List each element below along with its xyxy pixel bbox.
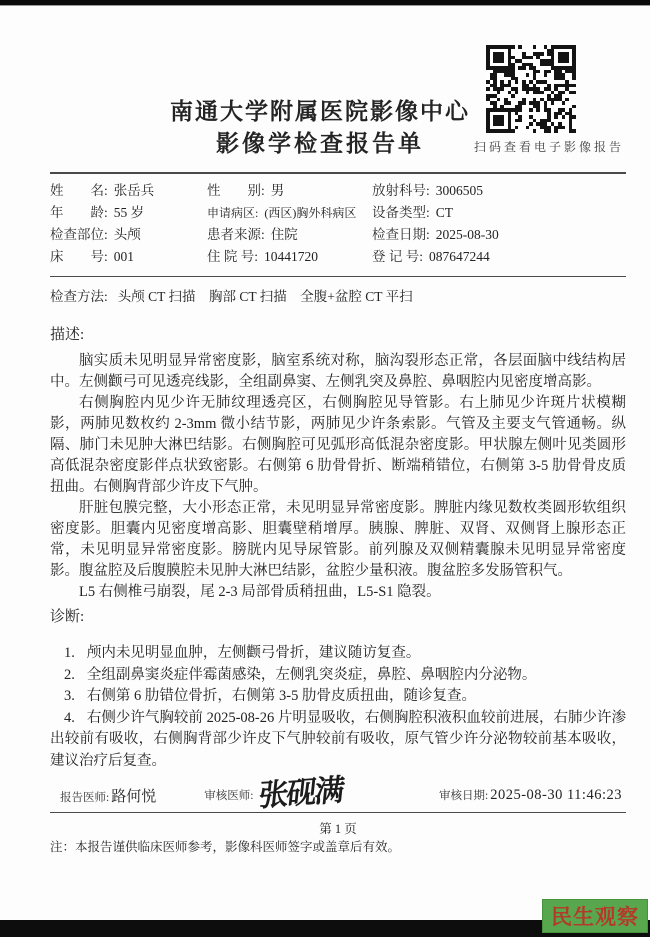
field-label: 性 别: <box>207 183 265 198</box>
diagnosis-item-number: 4. <box>64 709 75 726</box>
field-value: 住院 <box>270 227 298 242</box>
field-ward <box>207 202 372 224</box>
field-patient-source <box>207 224 372 246</box>
report-doctor-label: 报告医师: <box>60 791 110 804</box>
field-device-type <box>372 202 626 224</box>
description-heading: 描述: <box>50 327 85 343</box>
exam-method-value: 头颅 CT 扫描 胸部 CT 扫描 全腹+盆腔 CT 平扫 <box>117 289 413 304</box>
field-value: 男 <box>270 183 285 198</box>
field-value: 001 <box>113 249 135 264</box>
field-admission-no <box>207 246 372 268</box>
report-doctor-name: 路何悦 <box>111 788 157 805</box>
field-value: 头颅 <box>113 227 141 242</box>
hospital-title: 南通大学附属医院影像中心 <box>170 99 470 124</box>
field-exam-date <box>372 224 626 246</box>
diagnosis-item-number: 3. <box>64 688 75 704</box>
field-radiology-no <box>372 180 626 202</box>
diagnosis-item <box>50 708 626 773</box>
field-label: 患者来源: <box>207 227 265 242</box>
field-value: 087647244 <box>429 249 490 264</box>
description-paragraph: 脑实质未见明显异常密度影，脑室系统对称，脑沟裂形态正常，各层面脑中线结构居中。左侧颧弓可见透亮线影，全组副鼻窦、左侧乳突及鼻腔、鼻咽腔内见密度增高影。 <box>50 353 626 390</box>
exam-method-label: 检查方法: <box>50 289 108 304</box>
field-registration-no <box>372 246 626 268</box>
review-doctor-label: 审核医师: <box>204 790 254 802</box>
diagnosis-item-number: 1. <box>64 645 75 661</box>
diagnosis-item-text: 右侧少许气胸较前 2025-08-26 片明显吸收，右侧胸腔积液积血较前进展，右肺少许渗出较前有吸收，右侧胸背部少许皮下气肿较前有吸收，原气管少许分泌物较前基本吸收，建议治疗后复查。 <box>50 709 626 769</box>
field-exam-part <box>50 224 207 246</box>
field-label: 检查日期: <box>372 227 430 242</box>
footer-note: 注：本报告谨供临床医师参考，影像科医师签字或盖章后有效。 <box>50 840 401 854</box>
diagnosis-heading: 诊断: <box>50 609 85 625</box>
diagnosis-item <box>50 665 626 687</box>
description-body <box>50 351 626 603</box>
description-paragraph: 右侧胸腔内见少许无肺纹理透亮区，右侧胸腔见导管影。右上肺见少许斑片状模糊影，两肺见数枚约 2-3mm 微小结节影，两肺见少许条索影。气管及主要支气管通畅。纵隔、肺门未见肿大淋巴结影。右侧胸腔可见弧形高低混杂密度影。甲状腺左侧叶见类圆形高低混杂密度影伴点状致密影。右侧第 6 肋骨骨折、断端稍错位，右侧第 3-5 肋骨骨皮质扭曲。右侧胸背部少许皮下气肿。 <box>50 395 626 495</box>
field-age <box>50 202 207 224</box>
field-value: 10441720 <box>264 249 319 264</box>
report-doctor <box>60 785 156 806</box>
field-label: 放射科号: <box>372 183 430 198</box>
field-value: 55 岁 <box>113 205 145 220</box>
page-number: 第 1 页 <box>319 822 357 836</box>
field-value: 张岳兵 <box>113 183 155 198</box>
field-value: CT <box>435 205 454 220</box>
field-bed-no <box>50 246 207 268</box>
watermark-badge <box>542 899 648 933</box>
divider-patient <box>50 276 626 277</box>
review-date <box>439 787 626 804</box>
description-paragraph: L5 右侧椎弓崩裂，尾 2-3 局部骨质稍扭曲，L5-S1 隐裂。 <box>79 584 441 600</box>
diagnosis-item-text: 全组副鼻窦炎症伴霉菌感染，左侧乳突炎症，鼻腔、鼻咽腔内分泌物。 <box>86 666 537 683</box>
exam-method-row <box>50 287 626 307</box>
diagnosis-list <box>50 643 626 772</box>
diagnosis-item-text: 右侧第 6 肋错位骨折，右侧第 3-5 肋骨皮质扭曲，随诊复查。 <box>86 688 476 704</box>
qr-code-modules <box>486 45 576 133</box>
review-doctor-signature: 张砚满 <box>257 773 345 814</box>
report-title: 影像学检查报告单 <box>216 131 424 156</box>
field-label: 申请病区: <box>207 206 259 220</box>
signature-row <box>50 773 626 814</box>
diagnosis-item-text: 颅内未见明显血肿，左侧颧弓骨折，建议随访复查。 <box>86 645 421 661</box>
qr-code <box>486 45 576 133</box>
field-label: 登 记 号: <box>372 249 424 264</box>
watermark-text: 民生观察 <box>551 905 639 929</box>
field-label: 床 号: <box>50 249 108 264</box>
qr-caption: 扫码查看电子影像报告 <box>474 140 625 154</box>
field-label: 住 院 号: <box>207 249 259 264</box>
field-value: 2025-08-30 <box>435 227 499 242</box>
field-sex <box>207 180 372 202</box>
field-label: 检查部位: <box>50 227 108 242</box>
divider-footer <box>50 812 626 813</box>
description-paragraph: 肝脏包膜完整，大小形态正常，未见明显异常密度影。脾脏内缘见数枚类圆形软组织密度影。胆囊内见密度增高影、胆囊壁稍增厚。胰腺、脾脏、双肾、双侧肾上腺形态正常，未见明显异常密度影。膀胱内见导尿管影。前列腺及双侧精囊腺未见明显异常密度影。腹盆腔及后腹膜腔未见肿大淋巴结影，盆腔少量积液。腹盆腔多发肠管积气。 <box>50 500 626 579</box>
report-page <box>50 6 626 856</box>
field-label: 姓 名: <box>50 183 108 198</box>
field-name <box>50 180 207 202</box>
diagnosis-item <box>50 643 626 665</box>
field-value: (西区)胸外科病区 <box>264 206 357 220</box>
field-value: 3006505 <box>435 183 484 198</box>
field-label: 设备类型: <box>372 205 430 220</box>
diagnosis-item <box>50 686 626 708</box>
review-date-value: 2025-08-30 11:46:23 <box>490 786 622 803</box>
review-date-label: 审核日期: <box>438 790 489 802</box>
review-doctor <box>204 773 345 814</box>
field-label: 年 龄: <box>50 205 108 220</box>
diagnosis-item-number: 2. <box>64 666 75 683</box>
patient-info-grid <box>50 174 626 276</box>
